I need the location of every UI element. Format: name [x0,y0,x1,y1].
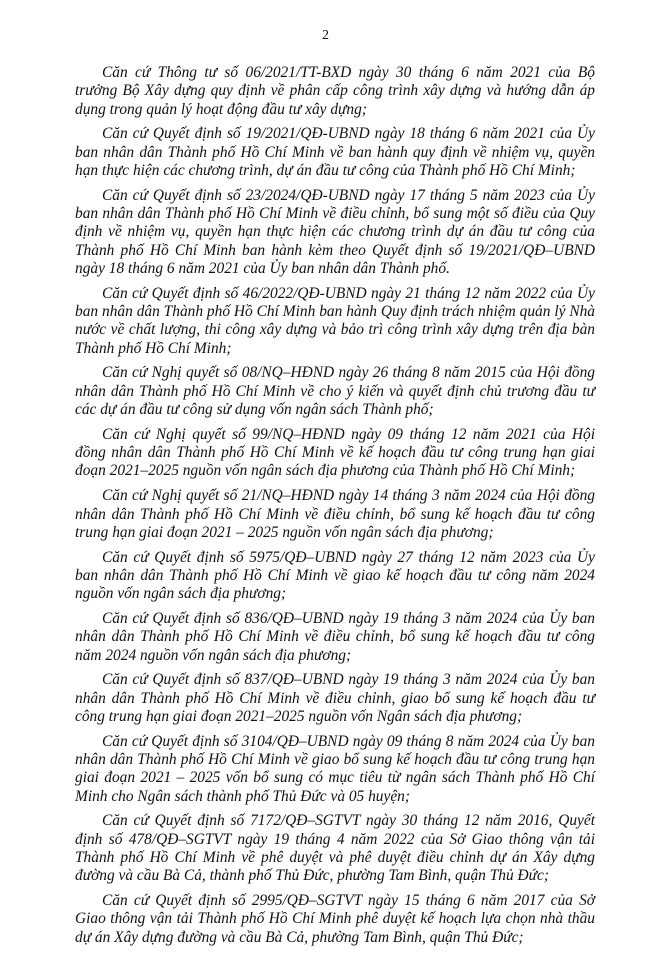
legal-basis-paragraph: Căn cứ Quyết định số 837/QĐ–UBND ngày 19 tháng 3 năm 2024 của Ủy ban nhân dân Thành phố Hồ Chí Minh về điều chỉnh, giao bổ sung kế hoạch đầu tư công trung hạn giai đoạn 2021–2025 nguồn vốn Ngân sách địa phương; [75,671,595,725]
legal-basis-paragraph: Căn cứ Nghị quyết số 99/NQ–HĐND ngày 09 tháng 12 năm 2021 của Hội đồng nhân dân Thành phố Hồ Chí Minh về kế hoạch đầu tư công trung hạn giai đoạn 2021–2025 nguồn vốn ngân sách địa phương của Thành phố Hồ Chí Minh; [75,425,595,480]
legal-basis-paragraph: Căn cứ Quyết định số 7172/QĐ–SGTVT ngày 30 tháng 12 năm 2016, Quyết định số 478/QĐ–SGTVT ngày 19 tháng 4 năm 2022 của Sở Giao thông vận tải Thành phố Hồ Chí Minh về phê duyệt và phê duyệt điều chỉnh dự án Xây dựng đường và cầu Bà Cả, thành phố Thủ Đức, phường Tam Bình, quận Thủ Đức; [75,812,595,885]
legal-basis-paragraph: Căn cứ Nghị quyết số 08/NQ–HĐND ngày 26 tháng 8 năm 2015 của Hội đồng nhân dân Thành phố Hồ Chí Minh về cho ý kiến và quyết định chủ trương đầu tư các dự án đầu tư công sử dụng vốn ngân sách Thành phố; [75,364,595,419]
legal-basis-paragraph: Căn cứ Quyết định số 19/2021/QĐ-UBND ngày 18 tháng 6 năm 2021 của Ủy ban nhân dân Thành phố Hồ Chí Minh về ban hành quy định về nhiệm vụ, quyền hạn thực hiện các chương trình, dự án đầu tư công của Thành phố Hồ Chí Minh; [75,125,595,179]
legal-basis-paragraph: Căn cứ Nghị quyết số 21/NQ–HĐND ngày 14 tháng 3 năm 2024 của Hội đồng nhân dân Thành phố Hồ Chí Minh về điều chỉnh, bổ sung kế hoạch đầu tư công trung hạn giai đoạn 2021 – 2025 nguồn vốn ngân sách địa phương; [75,487,595,541]
document-body [75,64,595,954]
legal-basis-paragraph: Căn cứ Quyết định số 836/QĐ–UBND ngày 19 tháng 3 năm 2024 của Ủy ban nhân dân Thành phố Hồ Chí Minh về điều chỉnh, bổ sung kế hoạch đầu tư công năm 2024 nguồn vốn ngân sách địa phương; [75,610,595,664]
legal-basis-paragraph: Căn cứ Quyết định số 3104/QĐ–UBND ngày 09 tháng 8 năm 2024 của Ủy ban nhân dân Thành phố Hồ Chí Minh về giao bổ sung kế hoạch đầu tư công trung hạn giai đoạn 2021 – 2025 vốn bổ sung có mục tiêu từ ngân sách Thành phố Hồ Chí Minh cho Ngân sách thành phố Thủ Đức và 05 huyện; [75,732,595,805]
legal-basis-paragraph: Căn cứ Quyết định số 2995/QĐ–SGTVT ngày 15 tháng 6 năm 2017 của Sở Giao thông vận tải Thành phố Hồ Chí Minh phê duyệt kế hoạch lựa chọn nhà thầu dự án Xây dựng đường và cầu Bà Cả, phường Tam Bình, quận Thủ Đức; [75,892,595,946]
legal-basis-paragraph: Căn cứ Thông tư số 06/2021/TT-BXD ngày 30 tháng 6 năm 2021 của Bộ trưởng Bộ Xây dựng quy định về phân cấp công trình xây dựng và hướng dẫn áp dụng trong quản lý hoạt động đầu tư xây dựng; [75,64,595,118]
legal-basis-paragraph: Căn cứ Quyết định số 46/2022/QĐ-UBND ngày 21 tháng 12 năm 2022 của Ủy ban nhân dân Thành phố Hồ Chí Minh ban hành Quy định trách nhiệm quản lý Nhà nước về chất lượng, thi công xây dựng và bảo trì công trình xây dựng trên địa bàn Thành phố Hồ Chí Minh; [75,284,595,357]
legal-basis-paragraph: Căn cứ Quyết định số 5975/QĐ–UBND ngày 27 tháng 12 năm 2023 của Ủy ban nhân dân Thành phố Hồ Chí Minh về giao kế hoạch đầu tư công năm 2024 nguồn vốn ngân sách địa phương; [75,548,595,603]
page-number: 2 [322,28,329,43]
legal-basis-paragraph: Căn cứ Quyết định số 23/2024/QĐ-UBND ngày 17 tháng 5 năm 2023 của Ủy ban nhân dân Thành phố Hồ Chí Minh về điều chỉnh, bổ sung một số điều của Quy định về nhiệm vụ, quyền hạn thực hiện các chương trình dự án đầu tư công của Thành phố Hồ Chí Minh ban hành kèm theo Quyết định số 19/2021/QĐ–UBND ngày 18 tháng 6 năm 2021 của Ủy ban nhân dân Thành phố. [75,186,595,277]
